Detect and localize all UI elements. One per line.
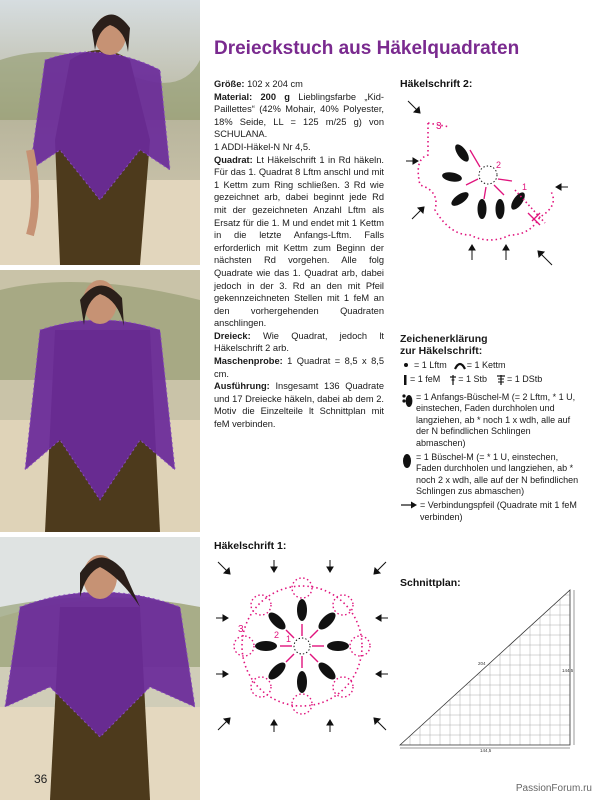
legend-chain: = 1 Lftm bbox=[414, 360, 447, 370]
symbol-legend bbox=[400, 333, 580, 525]
model-photo-1 bbox=[0, 0, 200, 265]
schnittplan-base-label: 144,5 bbox=[480, 748, 492, 753]
legend-join-arrow: = Verbindungspfeil (Quadrate mit 1 feM verbinden) bbox=[420, 499, 577, 522]
diagram2-round-1: 1 bbox=[522, 182, 528, 192]
model-photo-2 bbox=[0, 270, 200, 532]
hook-paragraph: 1 ADDI-Häkel-N Nr 4,5. bbox=[214, 141, 311, 152]
legend-tr: = 1 DStb bbox=[507, 373, 543, 384]
legend-row-join-arrow bbox=[400, 500, 580, 523]
diagram1-round-2: 2 bbox=[274, 630, 280, 640]
legend-row-basic-2 bbox=[400, 374, 580, 386]
beginning-cluster-icon bbox=[400, 392, 416, 408]
instructions-block bbox=[214, 78, 384, 431]
cluster-icon bbox=[400, 452, 416, 468]
square-paragraph bbox=[214, 154, 384, 330]
gauge-paragraph bbox=[214, 355, 384, 380]
diagram2-heading: Häkelschrift 2: bbox=[400, 78, 473, 90]
diagram2-round-3: 3 bbox=[436, 121, 442, 132]
schnittplan-side-label: 144,5 bbox=[562, 668, 574, 673]
schnittplan-diagram bbox=[400, 590, 580, 753]
schnittplan-hyp-label: 204 bbox=[478, 661, 486, 666]
size-value: 102 x 204 cm bbox=[247, 79, 303, 89]
triangle-text: Wie Quadrat, jedoch lt Häkelschrift 2 arb. bbox=[214, 330, 384, 354]
finishing-paragraph bbox=[214, 380, 384, 430]
size-label: Größe: bbox=[214, 79, 245, 89]
watermark: PassionForum.ru bbox=[515, 783, 592, 794]
legend-heading-2: zur Häkelschrift: bbox=[400, 345, 483, 357]
diagram2-round-2: 2 bbox=[496, 160, 502, 170]
single-crochet-icon bbox=[400, 374, 410, 386]
schnittplan-heading: Schnittplan: bbox=[400, 577, 461, 589]
model-photo-3 bbox=[0, 537, 200, 800]
material-paragraph bbox=[214, 91, 384, 141]
legend-begin-cluster: = 1 Anfangs-Büschel-M (= 2 Lftm, * 1 U, einstechen, Faden durchholen und langziehen, ab * noch 1 x wdh, alle auf der N befindlichen Schlingen abmaschen) bbox=[416, 391, 576, 448]
legend-cluster: = 1 Büschel-M (= * 1 U, einstechen, Faden durchholen und langziehen, ab * noch 2 x wdh, alle auf der N befindlichen Schlingen zus abmaschen) bbox=[416, 451, 579, 497]
diagram1-heading: Häkelschrift 1: bbox=[214, 540, 287, 552]
diagram1-round-1: 1 bbox=[286, 634, 292, 644]
join-arrow-icon bbox=[400, 500, 420, 510]
material-amount: 200 g bbox=[260, 91, 290, 102]
square-text: Lt Häkelschrift 1 in Rd häkeln. Für das 1. Quadrat 8 Lftm anschl und mit 1 Kettm zum Ring schließen. 3 Rd wie gezeichnet arb, dabei beginnt jede Rd mit der gezeichneten Anzahl Lftm als Ersatz für die 1. M und endet mit 1 Kettm in die letzte Anfangs-Lftm. Falls erforderlich mit Kettm zum Beginn der nächsten Rd vorgehen. Alle folg Quadrate wie das 1. Quadrat arb, dabei jedoch in der 3. Rd an den mit Pfeil gekennzeichneten Stellen mit 1 feM an den vorhergehenden Quadraten anschlingen. bbox=[214, 154, 384, 329]
triangle-label: Dreieck: bbox=[214, 330, 251, 341]
crochet-diagram-1 bbox=[214, 558, 390, 734]
crochet-diagram-2 bbox=[400, 95, 590, 275]
page-title: Dreieckstuch aus Häkelquadraten bbox=[214, 38, 520, 59]
legend-sc: = 1 feM bbox=[410, 373, 441, 384]
legend-row-cluster bbox=[400, 452, 580, 498]
page-number: 36 bbox=[34, 772, 48, 786]
legend-slip: = 1 Kettm bbox=[466, 360, 506, 370]
material-label: Material: bbox=[214, 91, 253, 102]
slip-stitch-icon bbox=[453, 360, 467, 370]
diagram1-round-3: 3 bbox=[238, 624, 244, 635]
size-paragraph bbox=[214, 78, 384, 91]
treble-crochet-icon bbox=[495, 374, 507, 386]
legend-row-begin-cluster bbox=[400, 392, 580, 450]
finishing-text: Insgesamt 136 Quadrate und 17 Dreiecke häkeln, dabei ab dem 2. Motiv die Einzelteile lt Schnittplan mit feM verbinden. bbox=[214, 381, 384, 430]
legend-dc: = 1 Stb bbox=[458, 373, 488, 384]
legend-heading-1: Zeichenerklärung bbox=[400, 333, 488, 345]
square-label: Quadrat: bbox=[214, 154, 253, 165]
double-crochet-icon bbox=[448, 374, 458, 386]
material-text: Lieblingsfarbe „Kid-Paillettes“ (42% Mohair, 40% Polyester, 18% Seide, LL = 125 m/25 g) von SCHULANA. bbox=[214, 91, 384, 140]
chain-stitch-icon bbox=[400, 360, 414, 370]
gauge-text: 1 Quadrat = 8,5 x 8,5 cm. bbox=[214, 356, 384, 379]
legend-row-basic-1 bbox=[400, 360, 580, 372]
gauge-label: Maschenprobe: bbox=[214, 356, 283, 367]
finishing-label: Ausführung: bbox=[214, 381, 270, 392]
triangle-paragraph bbox=[214, 330, 384, 355]
